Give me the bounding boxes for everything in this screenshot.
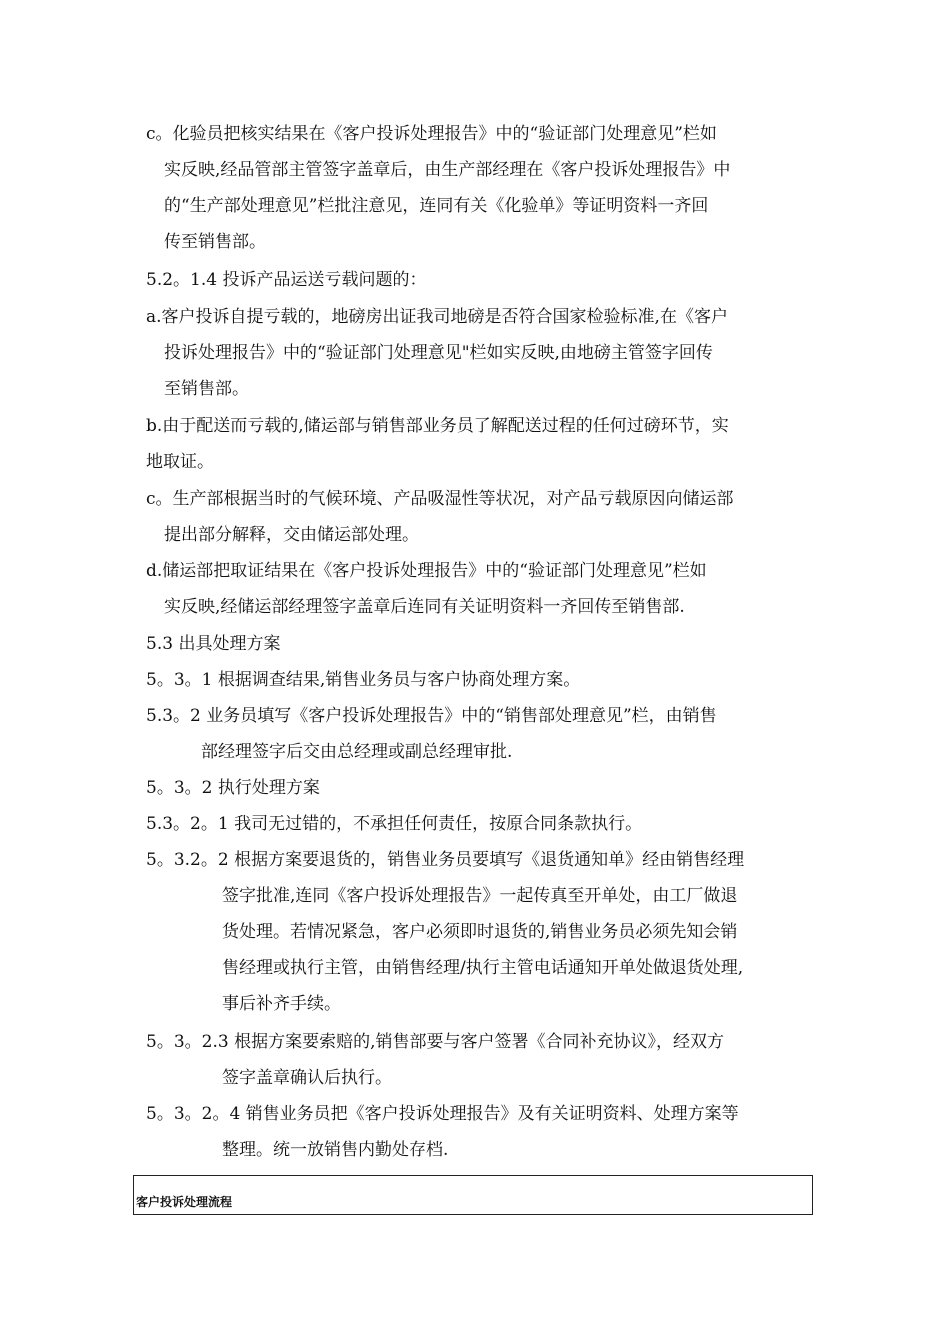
paragraph-5-2-1-3-c: [146, 116, 812, 260]
text-line: b.由于配送而亏载的,储运部与销售部业务员了解配送过程的任何过磅环节，实: [146, 416, 729, 436]
paragraph-5-3-2-2: [146, 842, 812, 1022]
text-line: 5。3。2 执行处理方案: [146, 778, 320, 798]
text-line: c。化验员把核实结果在《客户投诉处理报告》中的“验证部门处理意见”栏如: [146, 124, 717, 144]
text-line: 5.3。2 业务员填写《客户投诉处理报告》中的“销售部处理意见”栏，由销售: [146, 706, 717, 726]
text-line: 5.2。1.4 投诉产品运送亏载问题的：: [146, 270, 427, 290]
text-line: 的“生产部处理意见”栏批注意见，连同有关《化验单》等证明资料一齐回: [164, 196, 709, 216]
text-line: 事后补齐手续。: [222, 994, 341, 1014]
heading-5-3: [146, 626, 812, 662]
paragraph-5-3-1: [146, 662, 812, 698]
paragraph-5-3-2: [146, 698, 812, 770]
text-line: 提出部分解释，交由储运部处理。: [164, 525, 419, 545]
text-line: a.客户投诉自提亏载的，地磅房出证我司地磅是否符合国家检验标准,在《客户: [146, 307, 728, 327]
text-line: d.储运部把取证结果在《客户投诉处理报告》中的“验证部门处理意见”栏如: [146, 561, 707, 581]
heading-5-3-2: [146, 770, 812, 806]
text-line: 5。3。2.3 根据方案要索赔的,销售部要与客户签署《合同补充协议》，经双方: [146, 1032, 724, 1052]
text-line: 签字盖章确认后执行。: [222, 1068, 392, 1088]
text-line: 地取证。: [146, 452, 214, 472]
flow-chart-frame: [133, 1175, 813, 1215]
text-line: 投诉处理报告》中的“验证部门处理意见"栏如实反映,由地磅主管签字回传: [164, 343, 713, 363]
text-line: 5.3 出具处理方案: [146, 634, 281, 654]
text-line: c。生产部根据当时的气候环境、产品吸湿性等状况，对产品亏载原因向储运部: [146, 489, 734, 509]
paragraph-a: [146, 299, 812, 407]
text-line: 部经理签字后交由总经理或副总经理审批.: [201, 742, 513, 762]
text-line: 实反映,经储运部经理签字盖章后连同有关证明资料一齐回传至销售部.: [164, 597, 685, 617]
paragraph-d: [146, 553, 812, 625]
heading-5-2-1-4: [146, 262, 812, 298]
text-line: 整理。统一放销售内勤处存档.: [222, 1140, 449, 1160]
paragraph-c: [146, 481, 812, 553]
text-line: 5.3。2。1 我司无过错的，不承担任何责任，按原合同条款执行。: [146, 814, 643, 834]
text-line: 签字批准,连同《客户投诉处理报告》一起传真至开单处，由工厂做退: [222, 886, 738, 906]
paragraph-5-3-2-1: [146, 806, 812, 842]
text-line: 货处理。若情况紧急，客户必须即时退货的,销售业务员必须先知会销: [222, 922, 738, 942]
text-line: 5。3。1 根据调查结果,销售业务员与客户协商处理方案。: [146, 670, 581, 690]
text-line: 传至销售部。: [164, 232, 266, 252]
text-line: 实反映,经品管部主管签字盖章后，由生产部经理在《客户投诉处理报告》中: [164, 160, 731, 180]
text-line: 售经理或执行主管，由销售经理/执行主管电话通知开单处做退货处理,: [222, 958, 744, 978]
paragraph-b: [146, 408, 812, 480]
flow-chart-title: 客户投诉处理流程: [136, 1195, 233, 1209]
paragraph-5-3-2-3: [146, 1024, 812, 1096]
paragraph-5-3-2-4: [146, 1096, 812, 1168]
text-line: 5。3。2。4 销售业务员把《客户投诉处理报告》及有关证明资料、处理方案等: [146, 1104, 739, 1124]
text-line: 至销售部。: [164, 379, 249, 399]
text-line: 5。3.2。2 根据方案要退货的，销售业务员要填写《退货通知单》经由销售经理: [146, 850, 745, 870]
